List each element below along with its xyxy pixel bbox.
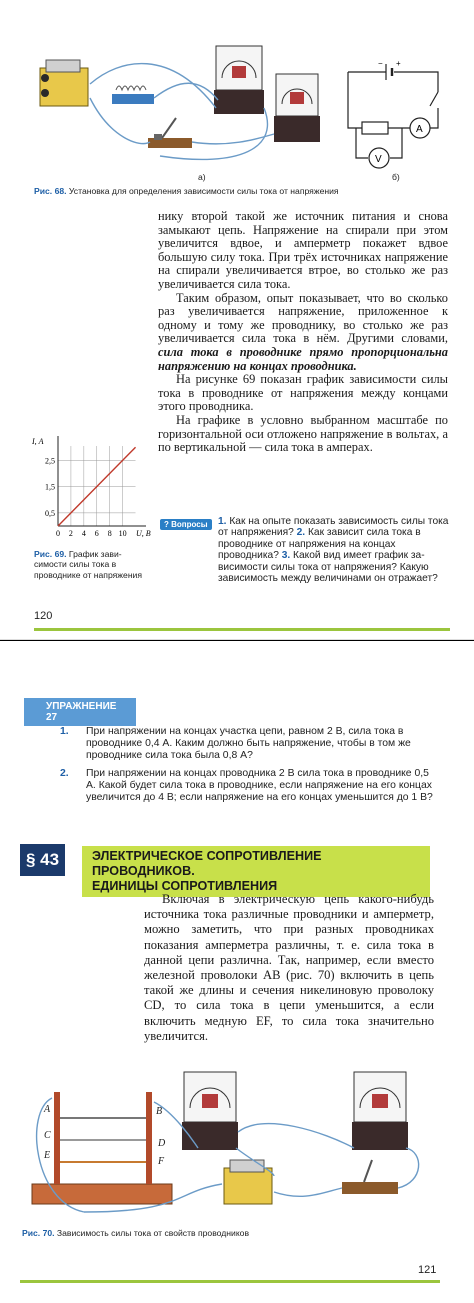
paragraph: На графике в условно выбранном масштабе по горизонтальной оси отложено напряжение в вольтах, а по вертикальной — сила тока в амперах. — [158, 412, 448, 455]
voltmeter-icon — [274, 74, 320, 142]
spiral-resistor-icon — [112, 86, 154, 104]
label-d: D — [158, 1138, 166, 1149]
main-text-page-121: Включая в электрическую цепь какого-нибудь источника тока различные проводники и амперметр, можно заметить, что при разных проводниках показания амперметра различны, т. е. сила тока в данной цепи различна. Так, например, если вместо железной проволоки AB (рис. 70) включить в цепь такой же длины и сечения никелиновую проволоку CD, то сила тока в цепи уменьшится, а если включить медную EF, то сила тока значительно увеличится. — [144, 892, 434, 1043]
label-f: F — [158, 1156, 165, 1167]
figure-69-chart — [30, 430, 151, 540]
label-b: B — [156, 1106, 163, 1117]
page-separator — [0, 640, 474, 652]
x-tick-label: 8 — [107, 529, 112, 538]
ammeter-icon — [352, 1072, 408, 1150]
resistor-symbol — [362, 122, 388, 134]
footer-bar — [34, 628, 450, 631]
figure-69-caption: Рис. 69. График зависимости силы тока в проводнике от напряжения — [34, 549, 143, 580]
exercise-list — [60, 726, 440, 810]
paragraph: На рисунке 69 показан график зависимости силы тока в проводнике от напряжения между концами этого проводника. — [158, 372, 448, 414]
textbook-page-120 — [0, 0, 474, 640]
ammeter-label: A — [416, 124, 423, 135]
power-supply-icon — [224, 1160, 272, 1204]
questions-block — [160, 514, 212, 532]
figure-68-caption: Рис. 68. Установка для определения зависимости силы тока от напряжения — [34, 186, 339, 196]
paragraph: Таким образом, опыт показывает, что во сколько раз увеличивается напряжение, приложенное к одному и тому же проводнику, во столько же раз увеличивается сила тока в нём. Другими словами, сила тока в проводнике прямо пропорциональна напряжению на концах проводника. — [158, 290, 448, 373]
x-tick-label: 10 — [118, 529, 127, 538]
y-tick-label: 0,5 — [45, 508, 55, 518]
switch-icon — [342, 1160, 398, 1194]
switch-icon — [148, 118, 192, 148]
paragraph: нику второй такой же источник питания и снова замыкают цепь. Напряжение на спирали при этом увеличится вдвое, и амперметр покажет вдвое большую силу тока. При трёх источниках напряжение на спирали увеличивается втрое, во столько же раз увеличивается сила тока. — [158, 209, 448, 291]
exercise-header: УПРАЖНЕНИЕ 27 — [24, 698, 136, 726]
figure-68-apparatus — [30, 38, 320, 178]
conductor-board-icon — [32, 1092, 172, 1204]
svg-text:−: − — [378, 59, 383, 68]
x-tick-label: 4 — [81, 529, 86, 538]
figure-68-schematic — [338, 58, 448, 178]
questions-list: 1. Как на опыте показать зависимость силы тока от напряжения? 2. Как зависит сила тока в проводнике от напряжения на концах проводника? 3. Какой вид имеет график зависимости силы тока от напряжения? Какую зависимость между величинами он отражает? — [218, 516, 449, 585]
page-number: 121 — [418, 1264, 437, 1276]
figure-70-caption: Рис. 70. Зависимость силы тока от свойств проводников — [22, 1228, 250, 1238]
section-number: § 43 — [20, 844, 65, 876]
label-a: A — [44, 1104, 51, 1115]
exercise-item: 2. При напряжении на концах проводника 2 В сила тока в проводнике 0,5 А. Какой будет сила тока в проводнике, если напряжение на его концах увеличится до 4 В; если напряжение на его концах уменьшится до 1 В? — [60, 768, 433, 803]
questions-badge: ? Вопросы — [160, 519, 212, 530]
x-tick-label: 0 — [56, 529, 60, 538]
x-tick-label: 2 — [68, 529, 73, 538]
textbook-page-121 — [0, 652, 474, 1303]
svg-text:+: + — [396, 59, 401, 68]
y-axis-label: I, А — [32, 437, 44, 446]
page-number: 120 — [34, 610, 53, 622]
subfigure-b-label: б) — [392, 172, 400, 182]
ammeter-icon — [214, 46, 264, 114]
power-supply-icon — [40, 60, 88, 106]
figure-70-apparatus — [24, 1072, 444, 1222]
y-tick-label: 2,5 — [45, 456, 55, 466]
exercise-item: 1. При напряжении на концах участка цепи, равном 2 В, сила тока в проводнике 0,4 А. Каким должно быть напряжение, чтобы в том же проводнике сила тока была 0,8 А? — [60, 726, 411, 761]
y-tick-label: 1,5 — [45, 482, 55, 492]
label-e: E — [44, 1150, 51, 1161]
subfigure-a-label: а) — [198, 172, 206, 182]
x-tick-label: 6 — [94, 529, 99, 538]
voltmeter-label: V — [375, 154, 382, 165]
law-statement: сила тока в проводнике прямо пропорциональна напряжению на концах проводника. — [158, 344, 448, 373]
label-c: C — [44, 1130, 51, 1141]
section-title: ЭЛЕКТРИЧЕСКОЕ СОПРОТИВЛЕНИЕ ПРОВОДНИКОВ. ЕДИНИЦЫ СОПРОТИВЛЕНИЯ — [82, 846, 430, 897]
x-axis-label: U, В — [136, 529, 151, 538]
footer-bar — [20, 1280, 440, 1283]
main-text-page-120 — [158, 210, 448, 455]
